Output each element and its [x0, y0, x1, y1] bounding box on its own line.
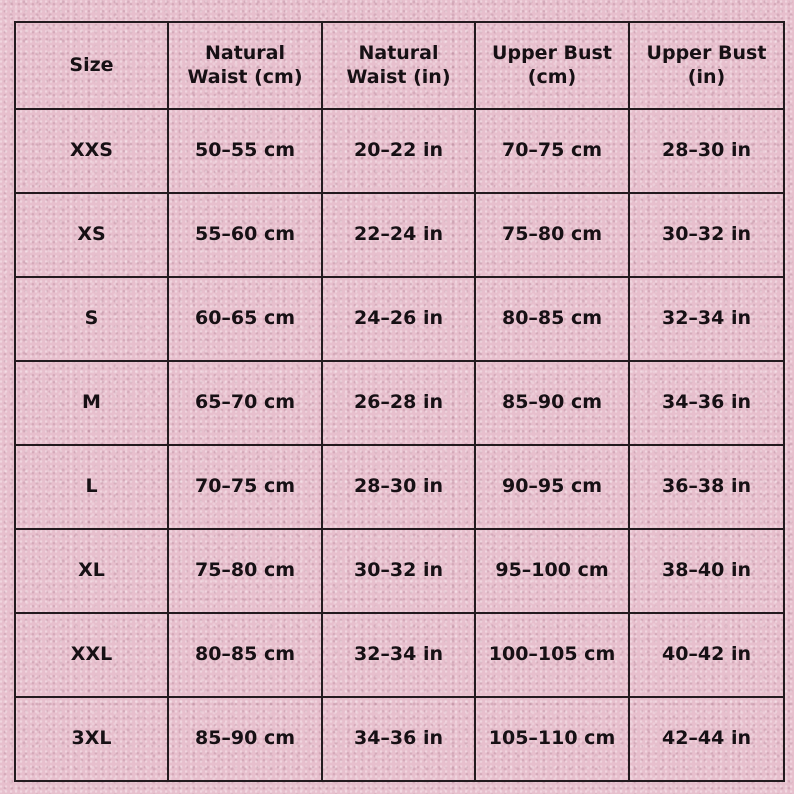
- natural-waist-cm-cell: 80–85 cm: [168, 613, 322, 697]
- table-row: [15, 361, 784, 445]
- natural-waist-in-cell: 22–24 in: [322, 193, 475, 277]
- table-row: [15, 277, 784, 361]
- size-cell: L: [15, 445, 168, 529]
- natural-waist-cm-cell: 65–70 cm: [168, 361, 322, 445]
- natural-waist-in-cell: 30–32 in: [322, 529, 475, 613]
- header-row: [15, 22, 784, 109]
- upper-bust-cm-cell: 95–100 cm: [475, 529, 629, 613]
- natural-waist-in-cell: 24–26 in: [322, 277, 475, 361]
- table-row: [15, 445, 784, 529]
- natural-waist-cm-cell: 85–90 cm: [168, 697, 322, 781]
- size-cell: XXS: [15, 109, 168, 193]
- natural-waist-cm-cell: 70–75 cm: [168, 445, 322, 529]
- natural-waist-cm-cell: 55–60 cm: [168, 193, 322, 277]
- upper-bust-cm-cell: 80–85 cm: [475, 277, 629, 361]
- natural-waist-cm-cell: 50–55 cm: [168, 109, 322, 193]
- size-cell: S: [15, 277, 168, 361]
- header-size: Size: [15, 22, 168, 109]
- header-natural-waist-cm: Natural Waist (cm): [168, 22, 322, 109]
- upper-bust-cm-cell: 90–95 cm: [475, 445, 629, 529]
- upper-bust-in-cell: 32–34 in: [629, 277, 784, 361]
- size-cell: M: [15, 361, 168, 445]
- header-natural-waist-in: Natural Waist (in): [322, 22, 475, 109]
- size-cell: 3XL: [15, 697, 168, 781]
- size-cell: XXL: [15, 613, 168, 697]
- upper-bust-in-cell: 28–30 in: [629, 109, 784, 193]
- upper-bust-in-cell: 42–44 in: [629, 697, 784, 781]
- natural-waist-in-cell: 26–28 in: [322, 361, 475, 445]
- natural-waist-in-cell: 34–36 in: [322, 697, 475, 781]
- natural-waist-in-cell: 32–34 in: [322, 613, 475, 697]
- natural-waist-in-cell: 28–30 in: [322, 445, 475, 529]
- natural-waist-in-cell: 20–22 in: [322, 109, 475, 193]
- table-row: [15, 697, 784, 781]
- table-row: [15, 613, 784, 697]
- natural-waist-cm-cell: 60–65 cm: [168, 277, 322, 361]
- size-cell: XS: [15, 193, 168, 277]
- upper-bust-cm-cell: 70–75 cm: [475, 109, 629, 193]
- size-chart-table: [14, 21, 785, 782]
- natural-waist-cm-cell: 75–80 cm: [168, 529, 322, 613]
- table-row: [15, 529, 784, 613]
- upper-bust-cm-cell: 100–105 cm: [475, 613, 629, 697]
- header-upper-bust-in: Upper Bust (in): [629, 22, 784, 109]
- table-row: [15, 109, 784, 193]
- header-upper-bust-cm: Upper Bust (cm): [475, 22, 629, 109]
- table-row: [15, 193, 784, 277]
- upper-bust-cm-cell: 75–80 cm: [475, 193, 629, 277]
- upper-bust-in-cell: 30–32 in: [629, 193, 784, 277]
- upper-bust-in-cell: 34–36 in: [629, 361, 784, 445]
- upper-bust-in-cell: 38–40 in: [629, 529, 784, 613]
- upper-bust-in-cell: 36–38 in: [629, 445, 784, 529]
- size-cell: XL: [15, 529, 168, 613]
- upper-bust-in-cell: 40–42 in: [629, 613, 784, 697]
- upper-bust-cm-cell: 105–110 cm: [475, 697, 629, 781]
- upper-bust-cm-cell: 85–90 cm: [475, 361, 629, 445]
